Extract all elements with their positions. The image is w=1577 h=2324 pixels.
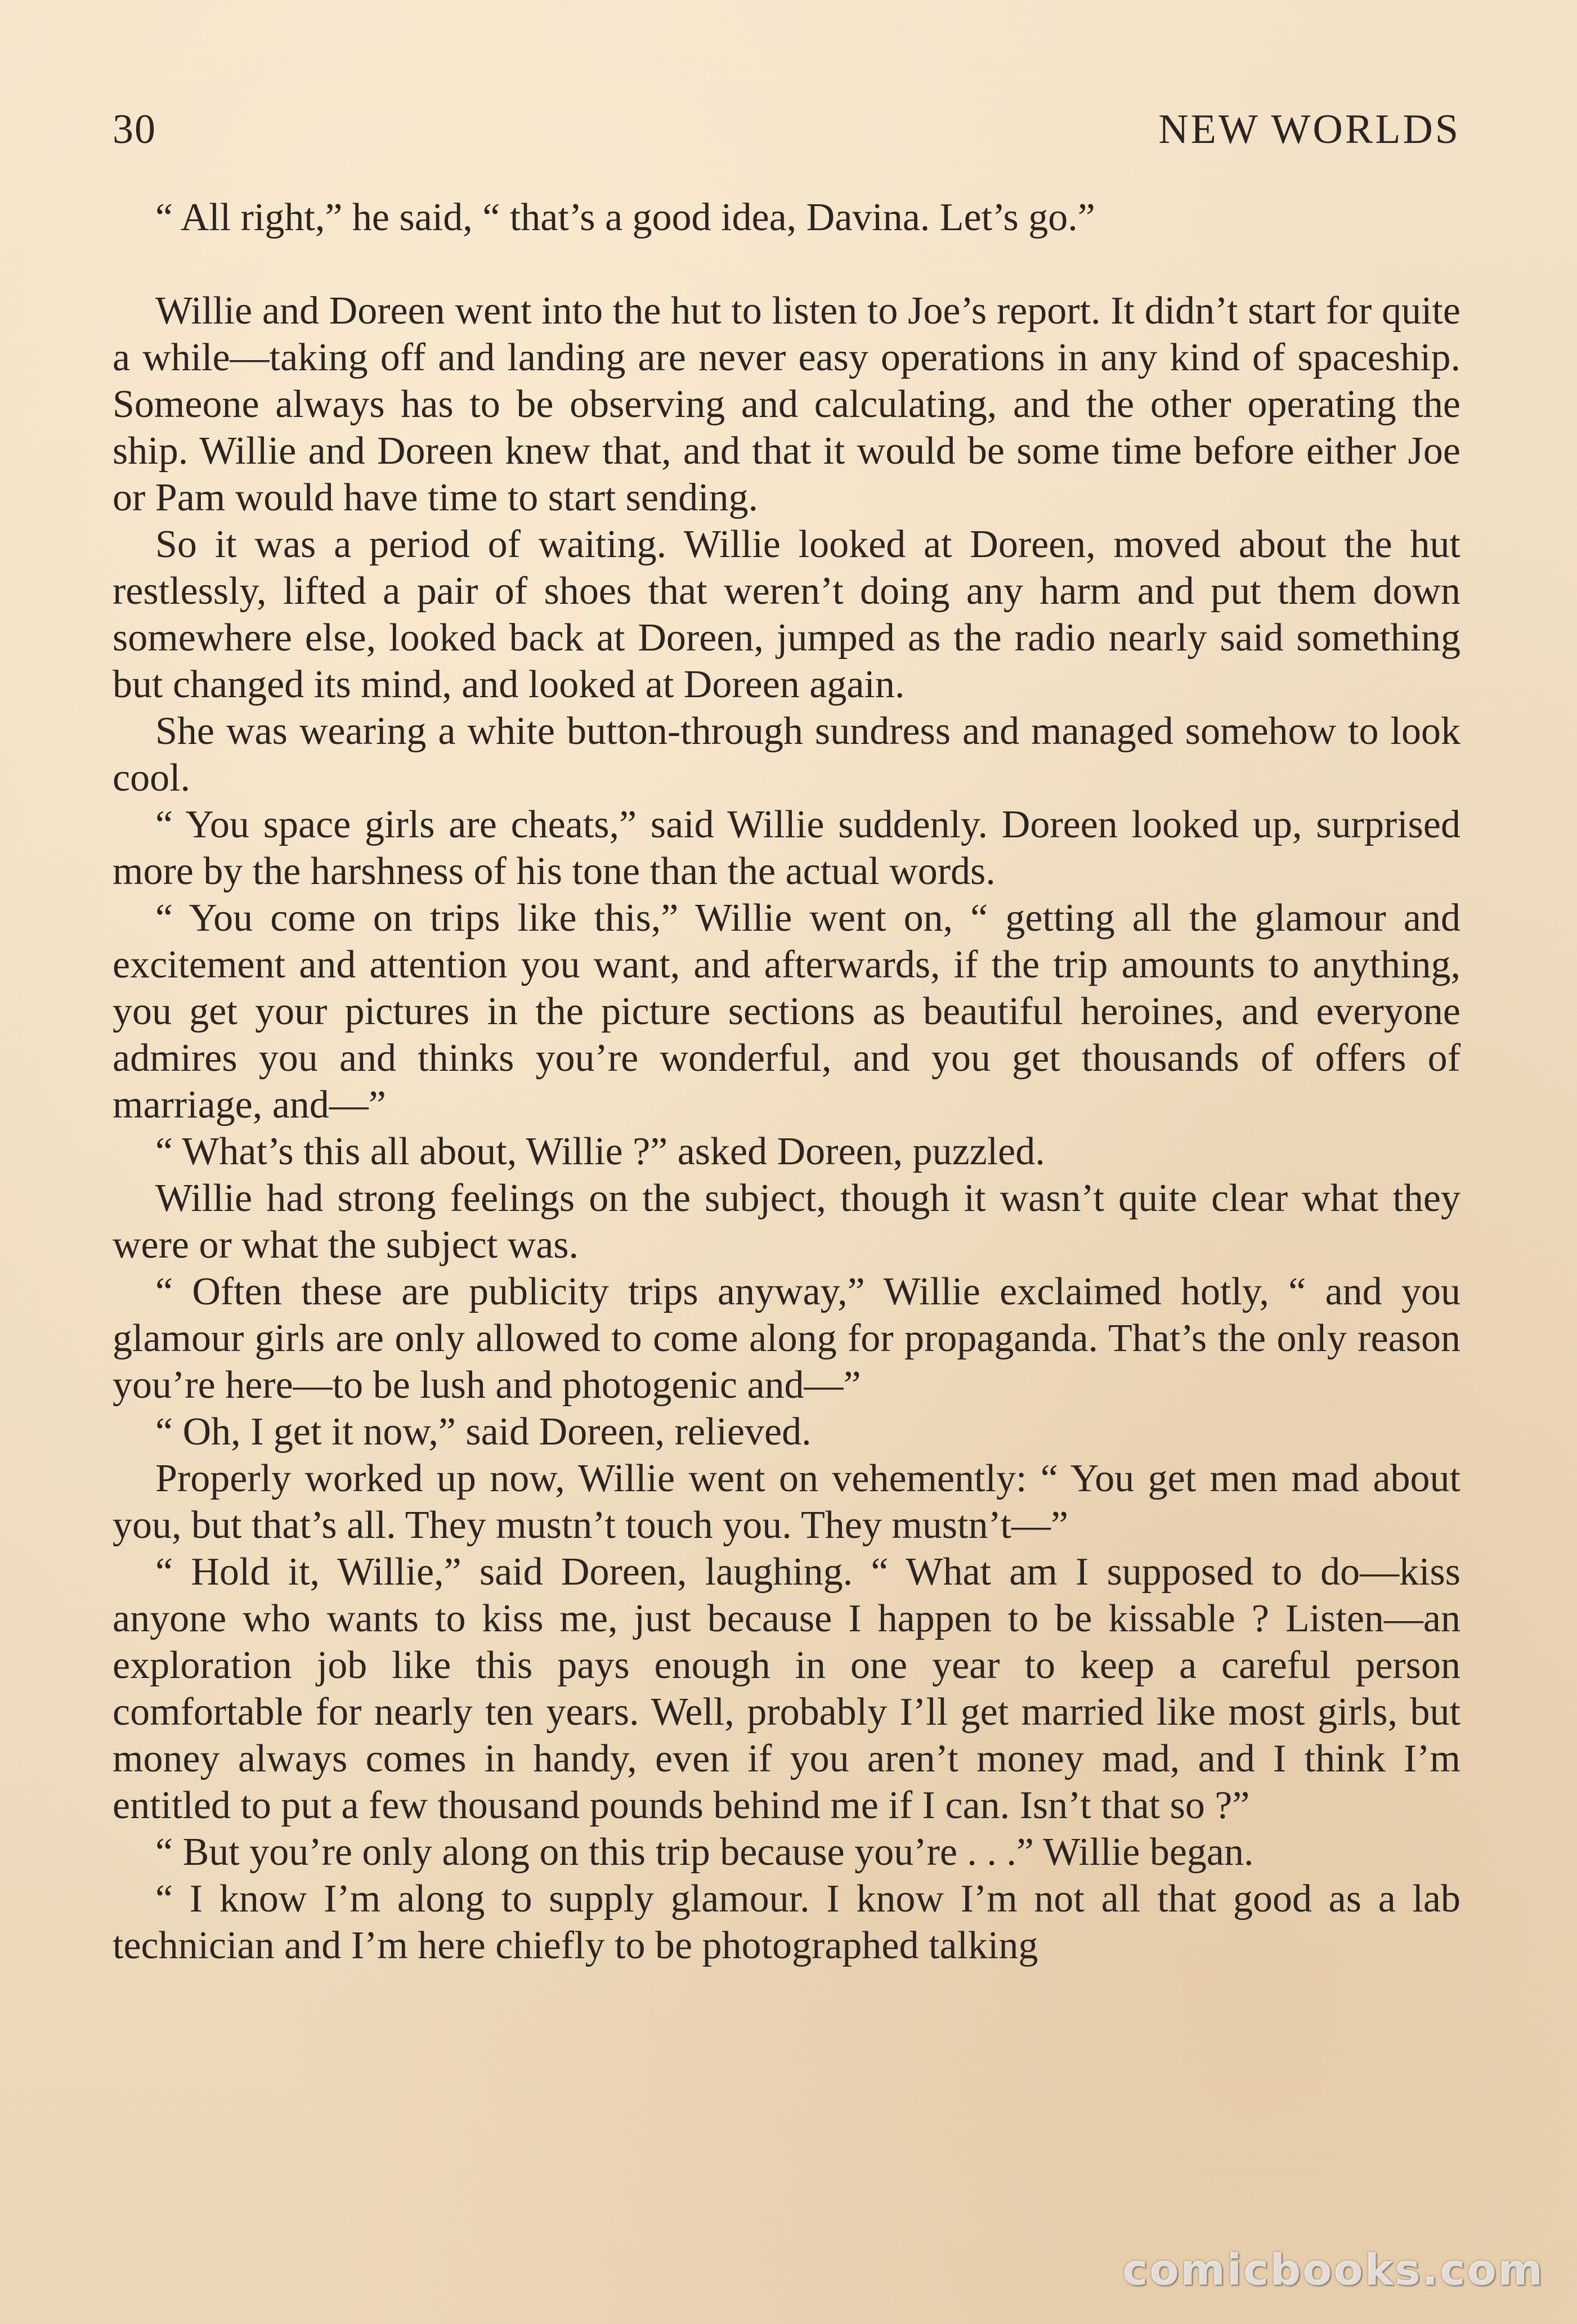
paragraph: She was wearing a white button-through sundress and managed somehow to look cool. [113,710,1460,800]
paragraph: Properly worked up now, Willie went on vehemently: “ You get men mad about you, but that’s all. They mustn’t touch you. They mustn’t—” [113,1457,1460,1547]
paragraph: Willie and Doreen went into the hut to listen to Joe’s report. It didn’t start for quite a while—taking off and landing are never easy operations in any kind of spaceship. Someone always has to be observing and calculating, and the other operating the ship. Willie and Doreen knew that, and that it would be some time before either Joe or Pam would have time to start sending. [113,289,1460,519]
body-text [113,194,1460,1969]
paragraph: “ You space girls are cheats,” said Willie suddenly. Doreen looked up, surprised more by the harshness of his tone than the actual words. [113,803,1460,893]
paragraph: “ But you’re only along on this trip because you’re . . .” Willie began. [155,1831,1254,1874]
running-title: NEW WORLDS [1158,106,1460,152]
paragraph: “ Oh, I get it now,” said Doreen, relieved. [155,1410,812,1453]
watermark: comicbooks.com [1122,2245,1544,2295]
paragraph: “ Hold it, Willie,” said Doreen, laughing. “ What am I supposed to do—kiss anyone who wants to kiss me, just because I happen to be kissable ? Listen—an exploration job like this pays enough in one year to keep a careful person comfortable for nearly ten years. Well, probably I’ll get married like most girls, but money always comes in handy, even if you aren’t money mad, and I think I’m entitled to put a few thousand pounds behind me if I can. Isn’t that so ?” [113,1550,1460,1827]
paragraph: Willie had strong feelings on the subject, though it wasn’t quite clear what they were or what the subject was. [113,1177,1460,1267]
page-number: 30 [113,106,156,152]
paragraph: “ What’s this all about, Willie ?” asked Doreen, puzzled. [155,1130,1045,1173]
paragraph: “ You come on trips like this,” Willie went on, “ getting all the glamour and excitement and attention you want, and afterwards, if the trip amounts to anything, you get your pictures in the picture sections as beautiful heroines, and everyone admires you and thinks you’re wonderful, and you get thousands of offers of marriage, and—” [113,896,1460,1127]
paragraph: “ I know I’m along to supply glamour. I know I’m not all that good as a lab technician and I’m here chiefly to be photographed talking [113,1877,1460,1967]
paragraph: “ Often these are publicity trips anyway,” Willie exclaimed hotly, “ and you glamour girls are only allowed to come along for propaganda. That’s the only reason you’re here—to be lush and photogenic and—” [113,1270,1460,1407]
running-head [113,101,1460,158]
paragraph: So it was a period of waiting. Willie looked at Doreen, moved about the hut restlessly, lifted a pair of shoes that weren’t doing any harm and put them down somewhere else, looked back at Doreen, jumped as the radio nearly said something but changed its mind, and looked at Doreen again. [113,523,1460,706]
paragraph: “ All right,” he said, “ that’s a good idea, Davina. Let’s go.” [155,196,1095,239]
